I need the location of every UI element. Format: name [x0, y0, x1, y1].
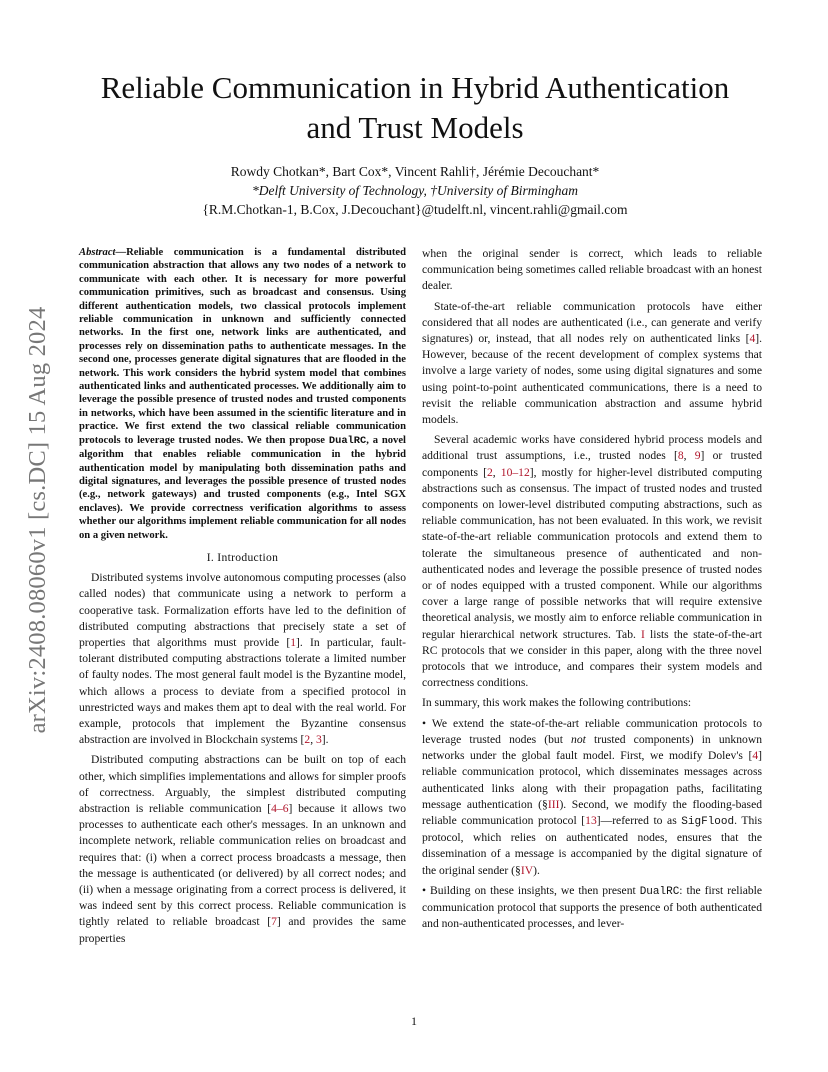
right-paragraph-3 — [422, 432, 762, 691]
author-affiliations: *Delft University of Technology, †University of Birmingham — [251, 183, 579, 198]
text-run: ]. — [321, 733, 329, 747]
citation-link[interactable]: 4–6 — [271, 801, 289, 815]
abstract-text-a: —Reliable communication is a fundamental distributed communication abstraction that allows any two nodes of a network to communicate with each other. It is necessary for more powerful communication primitives, such as broadcast and consensus. Using different authentication models, two classical protocols implement reliable communication in unknown and sufficiently connected networks. In the first one, network links are authenticated, and processes rely on dissemination paths to authenticate messages. In the second one, processes generate digital signatures that are flooded in the network. This work considers the hybrid system model that combines authenticated links and authenticated processes. We additionally aim to leverage the possible presence of trusted nodes and trusted components in networks, which have been assumed in the scientific literature and in practice. We first extend the two classical reliable communication protocols to leverage trusted nodes. We then propose — [79, 247, 406, 446]
arxiv-identifier — [18, 285, 58, 755]
right-paragraph-4: In summary, this work makes the following contributions: — [422, 696, 692, 710]
abstract — [79, 246, 406, 542]
emphasis-not: not — [571, 732, 586, 746]
citation-link[interactable]: 2 — [304, 733, 311, 747]
abstract-text-b: , a novel algorithm that enables reliable communication in the hybrid authentication model by manipulating both dissemination paths and digital signatures, and leverages the possible presence of trusted nodes (e.g., network gateways) and trusted components (e.g., Intel SGX enclaves). We provide correctness verification algorithms to assess whether our algorithms implement reliable communication for all nodes on a given network. — [79, 434, 406, 541]
paper-title — [70, 68, 760, 148]
author-emails: {R.M.Chotkan-1, B.Cox, J.Decouchant}@tudelft.nl, vincent.rahli@gmail.com — [202, 202, 628, 217]
left-paragraph-2 — [79, 752, 406, 946]
citation-link[interactable]: 4 — [749, 332, 756, 346]
citation-link[interactable]: 1 — [290, 635, 296, 649]
right-paragraph-2 — [422, 299, 762, 429]
text-run: . This protocol, which relies on authenticated nodes, ensures that the dissemination of a message is accompanied by the digital signature of the original sender (§ — [422, 813, 762, 877]
text-run: Several academic works have considered hybrid process models and additional trust assumptions, i.e., trusted nodes [ — [422, 433, 762, 463]
text-run: , — [310, 733, 316, 747]
arxiv-identifier-text: arXiv:2408.08060v1 [cs.DC] 15 Aug 2024 — [24, 306, 51, 734]
text-run: Distributed systems involve autonomous computing processes (also called nodes) that communicate using a network to perform a cooperative task. Formalization efforts have led to the definition of distributed computing abstractions that precisely state a set of properties that algorithms must provide [ — [79, 571, 406, 649]
right-column — [422, 246, 762, 936]
text-run: lists the state-of-the-art RC protocols that we consider in this paper, along with the three novel protocols that we introduce, and compares their system models and correctness conditions. — [422, 627, 762, 690]
text-run: • We extend the state-of-the-art reliable communication protocols to leverage trusted nodes (but — [422, 716, 762, 746]
citation-link[interactable]: 13 — [585, 813, 597, 827]
text-run: ] or trusted components [ — [422, 449, 762, 479]
text-run: ]—referred to as — [596, 813, 682, 827]
text-run: State-of-the-art reliable communication protocols have either considered that all nodes are authenticated (i.e., can generate and verify signatures) or, instead, that all nodes rely on authenticated links [ — [422, 299, 762, 346]
abstract-label: Abstract — [79, 247, 116, 258]
text-run: ] and provides the same properties — [79, 915, 406, 945]
citation-link[interactable]: 2 — [486, 465, 493, 479]
citation-link[interactable]: 4 — [752, 749, 759, 763]
left-column — [79, 246, 406, 951]
code-dualrc: DualRC — [639, 885, 680, 898]
section-heading-introduction: I. Introduction — [206, 550, 279, 564]
section-reference-link[interactable]: IV — [520, 863, 534, 877]
text-run: , — [492, 465, 501, 479]
text-run: ] because it allows two processes to authenticate each other's messages. In an unknown and incomplete network, reliable communication relies on broadcast and requires that: (i) when a correct process broadcasts a message, then the message is authenticated (or delivered) by all correct nodes; and (ii) when a message originating from a correct process is delivered, it was indeed sent by this correct process. Reliable communication is tightly related to reliable broadcast [ — [79, 801, 407, 929]
contribution-bullet-2 — [422, 883, 762, 933]
text-run: ]. However, because of the recent development of complex systems that involve a large variety of nodes, some using digital signatures and some using point-to-point authenticated communications, there is a need to revisit the reliable communication abstraction and assume hybrid models. — [422, 332, 762, 427]
author-block — [70, 162, 760, 219]
abstract-code-dualrc: DualRC — [328, 434, 367, 447]
left-paragraph-1 — [79, 570, 406, 748]
text-run: trusted components) in unknown networks under the global fault model. First, we modify Dolev's [ — [422, 732, 762, 763]
text-run: ]. In particular, fault-tolerant distributed computing abstractions tolerate a limited number of faulty nodes. The most general fault model is the Byzantine model, which allows a process to deviate from a specified protocol in unrestricted ways and makes them apt to deal with the real world. For example, protocols that implement the Byzantine consensus abstraction are involved in Blockchain systems [ — [79, 635, 406, 747]
text-run: Distributed computing abstractions can be built on top of each other, which simplifies implementations and allows for simpler proofs of correctness. Arguably, the simplest distributed computing abstraction is reliable communication [ — [79, 753, 406, 815]
right-paragraph-1: when the original sender is correct, which leads to reliable communication being sometimes called reliable broadcast with an honest dealer. — [422, 247, 762, 293]
text-run: ] reliable communication protocol, which disseminates messages across authenticated links along with their propagation paths, facilitating message authentication (§ — [422, 749, 762, 811]
contribution-bullet-1 — [422, 716, 762, 879]
title-line-2: and Trust Models — [306, 110, 524, 145]
table-reference-link[interactable]: I — [641, 627, 645, 641]
page-number: 1 — [411, 1014, 417, 1028]
citation-link[interactable]: 3 — [315, 733, 322, 747]
text-run: ], mostly for higher-level distributed computing abstractions such as consensus. The impact of trusted nodes and trusted components on lower-level distributed computing abstractions, such as reliable communication, has not been evaluated. In this work, we revisit state-of-the-art reliable communication protocols and extend them to tolerate the simultaneous presence of authenticated and non-authenticated nodes and leverage the possible presence of trusted nodes or of nodes equipped with a trusted component. While our algorithms cover a large range of possible networks that will require extensive theoretical analysis, we mostly aim to enforce reliable communication in regular hierarchical network structures. Tab. — [422, 465, 763, 641]
text-run: , — [683, 449, 695, 463]
citation-link[interactable]: 8 — [677, 449, 684, 463]
citation-link[interactable]: 7 — [271, 915, 277, 929]
text-run: ). Second, we modify the flooding-based reliable communication protocol [ — [422, 797, 763, 827]
citation-link[interactable]: 9 — [694, 449, 701, 463]
author-names: Rowdy Chotkan*, Bart Cox*, Vincent Rahli†, Jérémie Decouchant* — [230, 164, 600, 179]
text-run: • Building on these insights, we then present — [422, 883, 640, 897]
code-sigflood: SigFlood — [681, 815, 735, 828]
citation-link[interactable]: 10–12 — [500, 465, 530, 479]
text-run: ). — [533, 863, 540, 877]
section-reference-link[interactable]: III — [547, 797, 560, 811]
text-run: : the first reliable communication protocol that supports the presence of both authenticated and non-authenticated processes, and lever- — [422, 883, 762, 931]
title-line-1: Reliable Communication in Hybrid Authentication — [100, 70, 730, 105]
